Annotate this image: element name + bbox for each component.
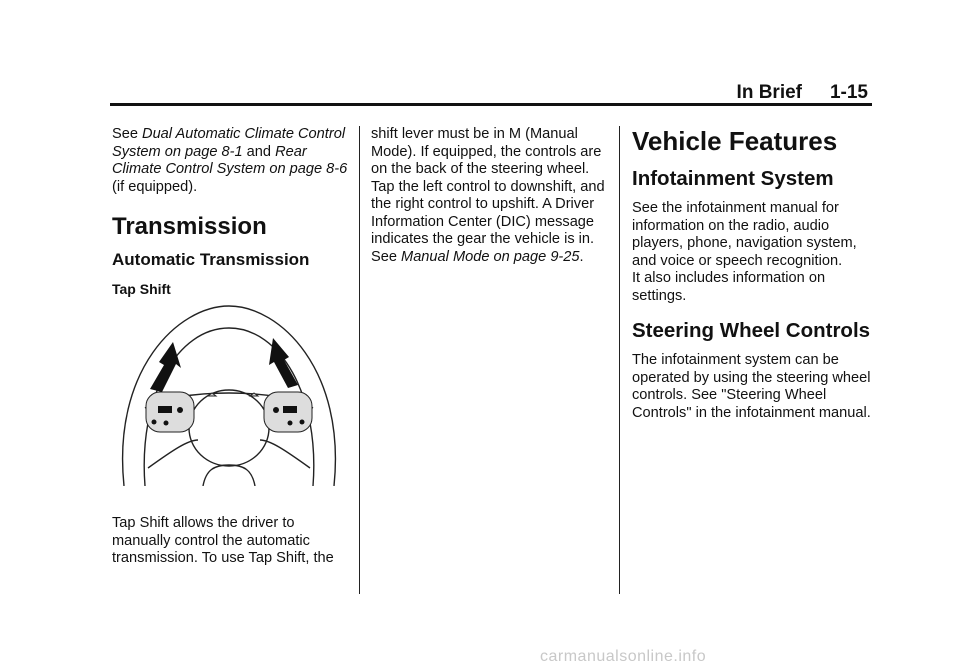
shift-lever-paragraph: shift lever must be in M (Manual Mode). If equipped, the controls are on the back of the steering wheel. Tap the left control to downshift, and the right control to upshift. A Driver Information Center (DIC) message indicates the gear the vehicle is in. See Manual Mode on page 9-25. [371, 126, 605, 265]
column-divider [359, 126, 360, 594]
climate-paragraph: See Dual Automatic Climate Control System on page 8-1 and Rear Climate Control System on page 8-6 (if equipped). [112, 126, 348, 195]
settings-paragraph: It also includes information on settings. [632, 270, 826, 304]
vehicle-features-heading: Vehicle Features [632, 126, 838, 156]
automatic-transmission-heading: Automatic Transmission [112, 250, 310, 269]
page-number: 1-15 [829, 82, 868, 103]
manual-mode-link[interactable]: Manual Mode on page 9-25 [401, 248, 580, 265]
header-rule [110, 103, 872, 106]
tap-shift-heading: Tap Shift [112, 281, 171, 297]
watermark: carmanualsonline.info [540, 648, 707, 665]
infotainment-paragraph: See the infotainment manual for information on the radio, audio players, phone, navigation system, and voice or speech recognition. [632, 200, 857, 269]
column-divider [619, 126, 620, 594]
rear-climate-link[interactable]: Rear Climate Control System on page 8-6 [112, 143, 348, 177]
steering-wheel-illustration [118, 300, 340, 486]
transmission-heading: Transmission [112, 213, 267, 240]
page-header [110, 82, 872, 104]
section-title: In Brief [736, 82, 802, 103]
tap-shift-paragraph: Tap Shift allows the driver to manually control the automatic transmission. To use Tap Shift, the [112, 515, 334, 566]
steering-controls-heading: Steering Wheel Controls [632, 319, 871, 342]
column-3 [632, 126, 872, 422]
steering-controls-paragraph: The infotainment system can be operated by using the steering wheel controls. See "Steering Wheel Controls" in the infotainment manual. [632, 352, 871, 421]
infotainment-heading: Infotainment System [632, 167, 834, 190]
column-2 [371, 126, 611, 266]
climate-link[interactable]: Dual Automatic Climate Control System on page 8-1 [112, 126, 346, 160]
